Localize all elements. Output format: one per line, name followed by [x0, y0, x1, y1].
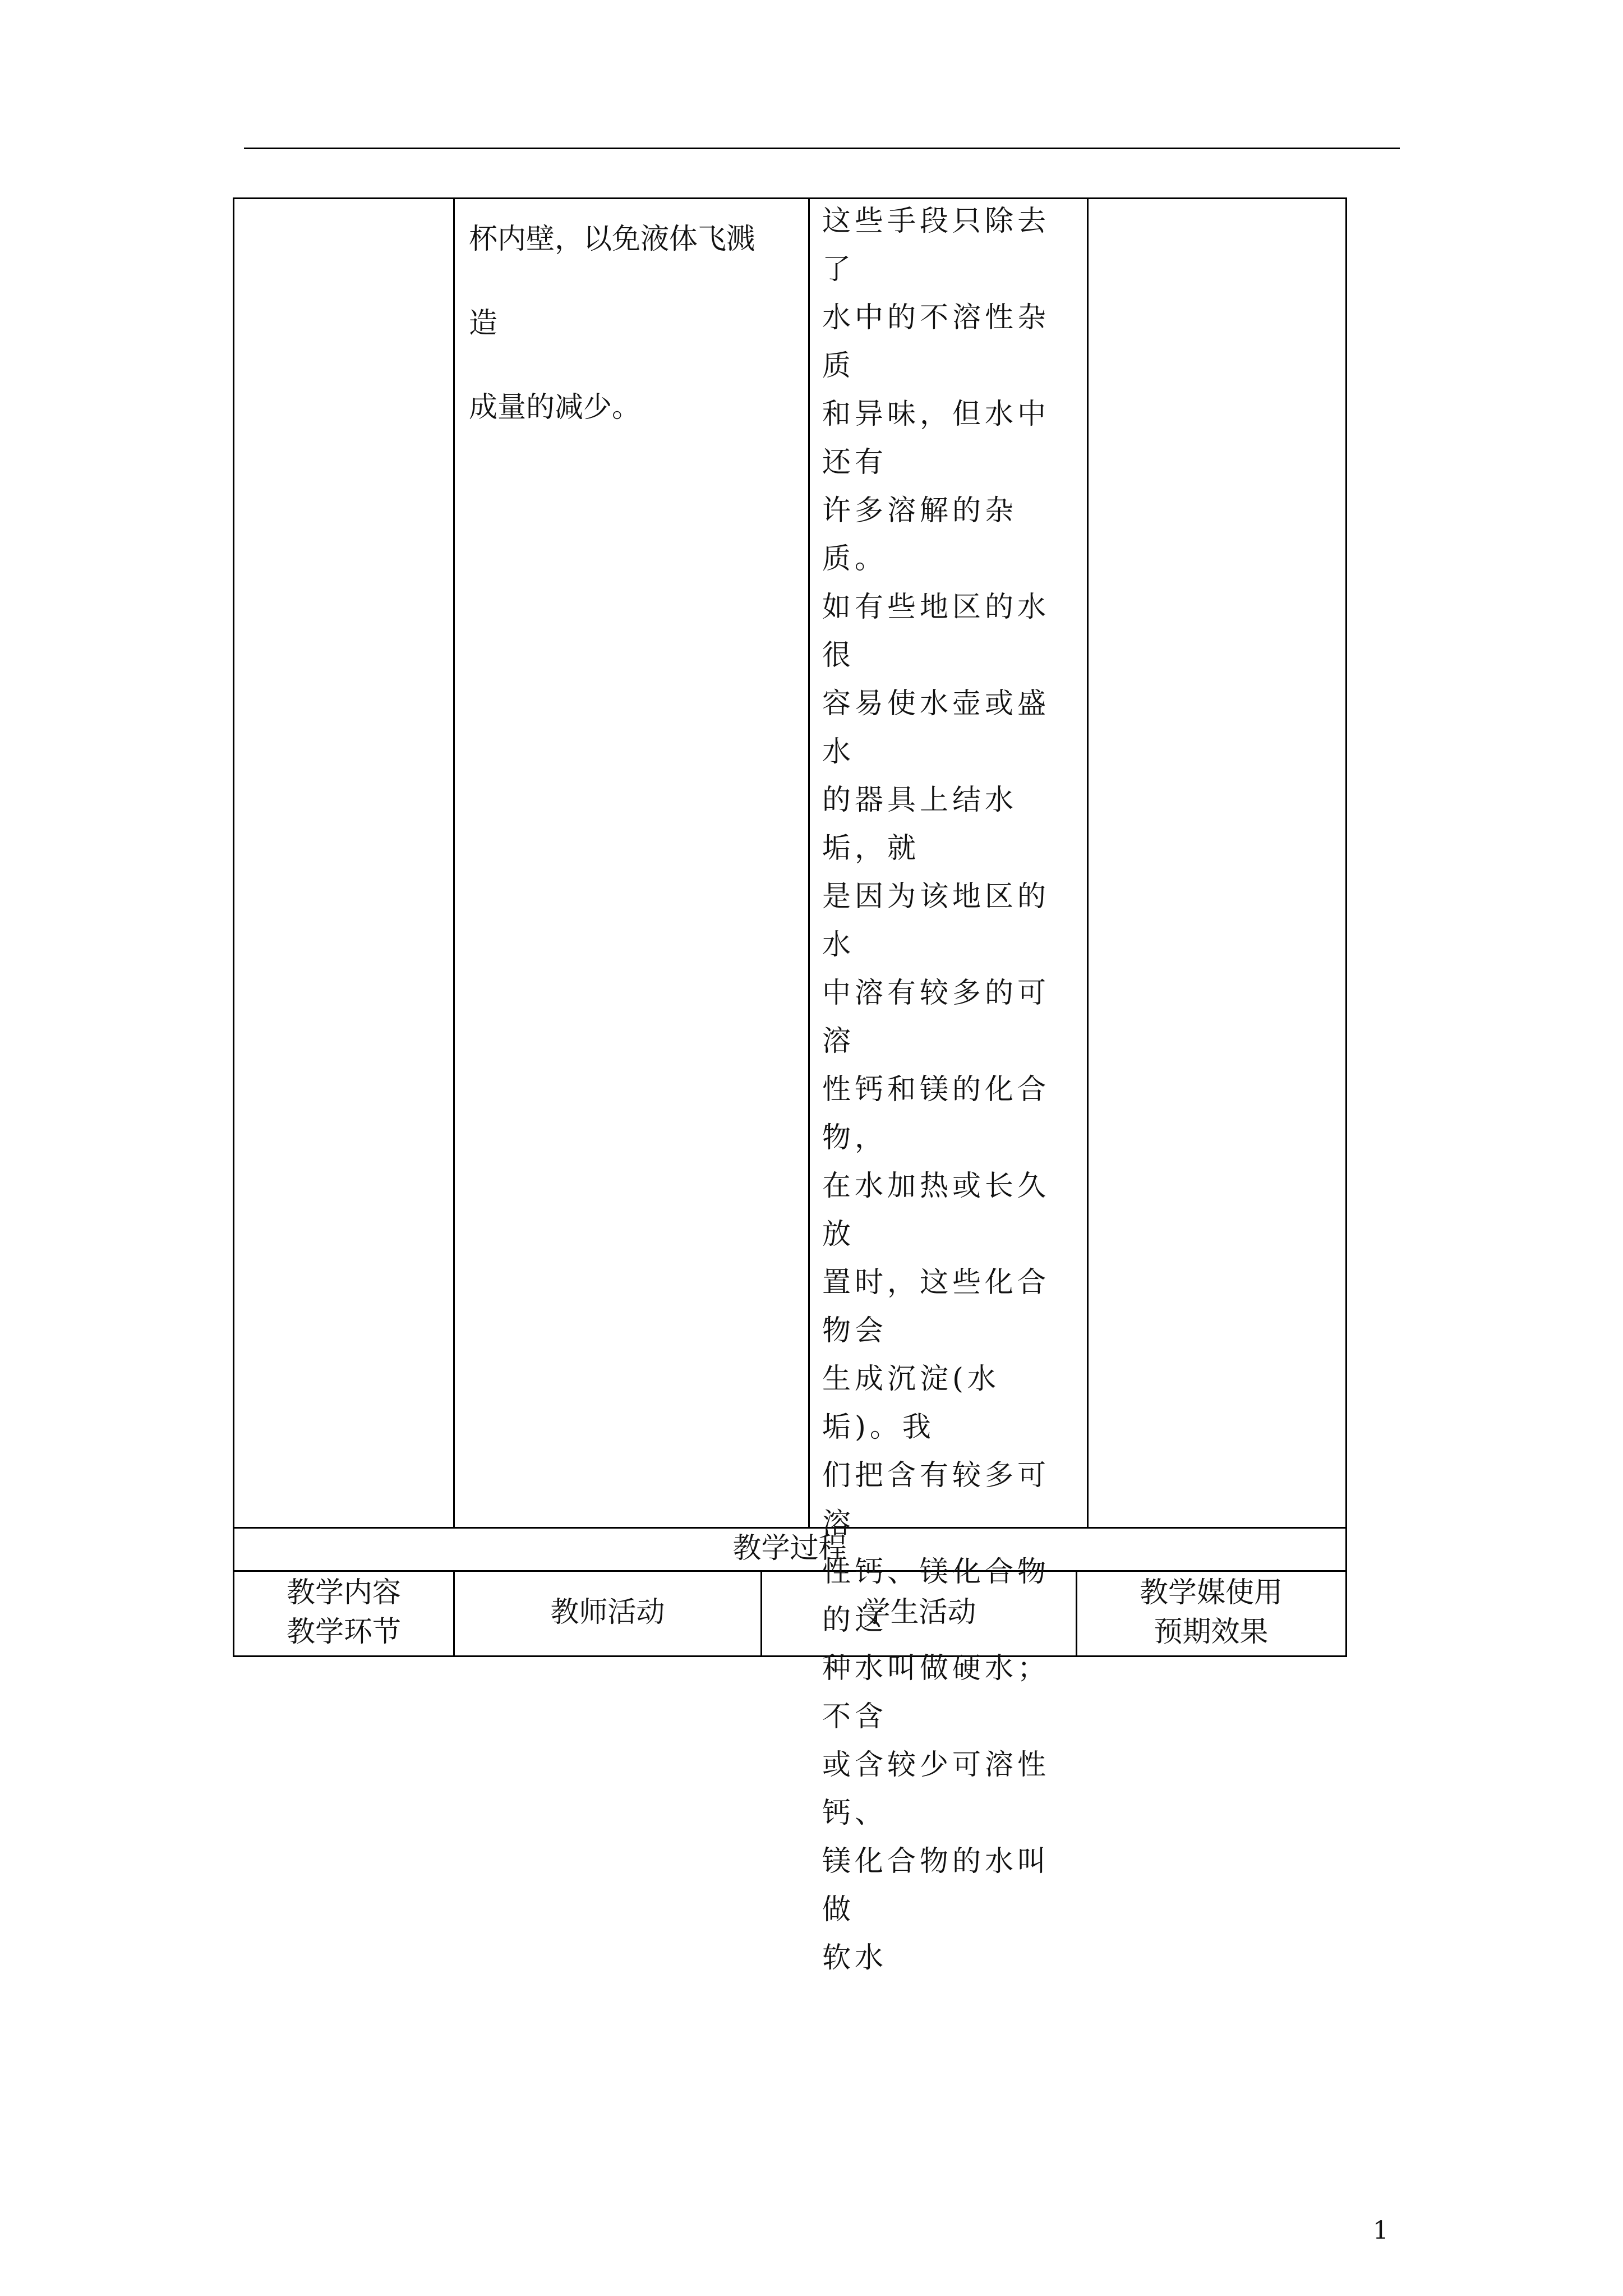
column-divider	[453, 197, 455, 1527]
teacher-activity-text: 杯内壁，以免液体飞溅造 成量的减少。	[469, 223, 755, 424]
page-number: 1	[1373, 2216, 1389, 2245]
header-rule	[244, 148, 1400, 149]
header-media-effect: 教学媒使用 预期效果	[1139, 1576, 1283, 1649]
lesson-table	[233, 197, 1347, 1657]
column-divider	[808, 197, 810, 1527]
header-student-activity: 学生活动	[861, 1596, 976, 1629]
header-teaching-content: 教学内容 教学环节	[286, 1576, 401, 1649]
teaching-process-title: 教学过程	[732, 1532, 847, 1565]
student-activity-text: 这些手段只除去了 水中的不溶性杂质 和异味，但水中还有 许多溶解的杂质。 如有些地区的水很 容易使水壶或盛水 的器具上结水垢，就 是因为该地区的水 中溶有较多的可溶 性钙和镁的化合物， 在水加热或长久放 置时，这些化合物会 生成沉淀(水垢)。我 们把含有较多可溶 性钙、镁化合物的这 种水叫做硬水；不含 或含较少可溶性钙、 镁化合物的水叫做 软水	[822, 205, 1050, 1975]
column-divider	[1087, 197, 1089, 1527]
header-teacher-activity: 教师活动	[550, 1596, 665, 1629]
